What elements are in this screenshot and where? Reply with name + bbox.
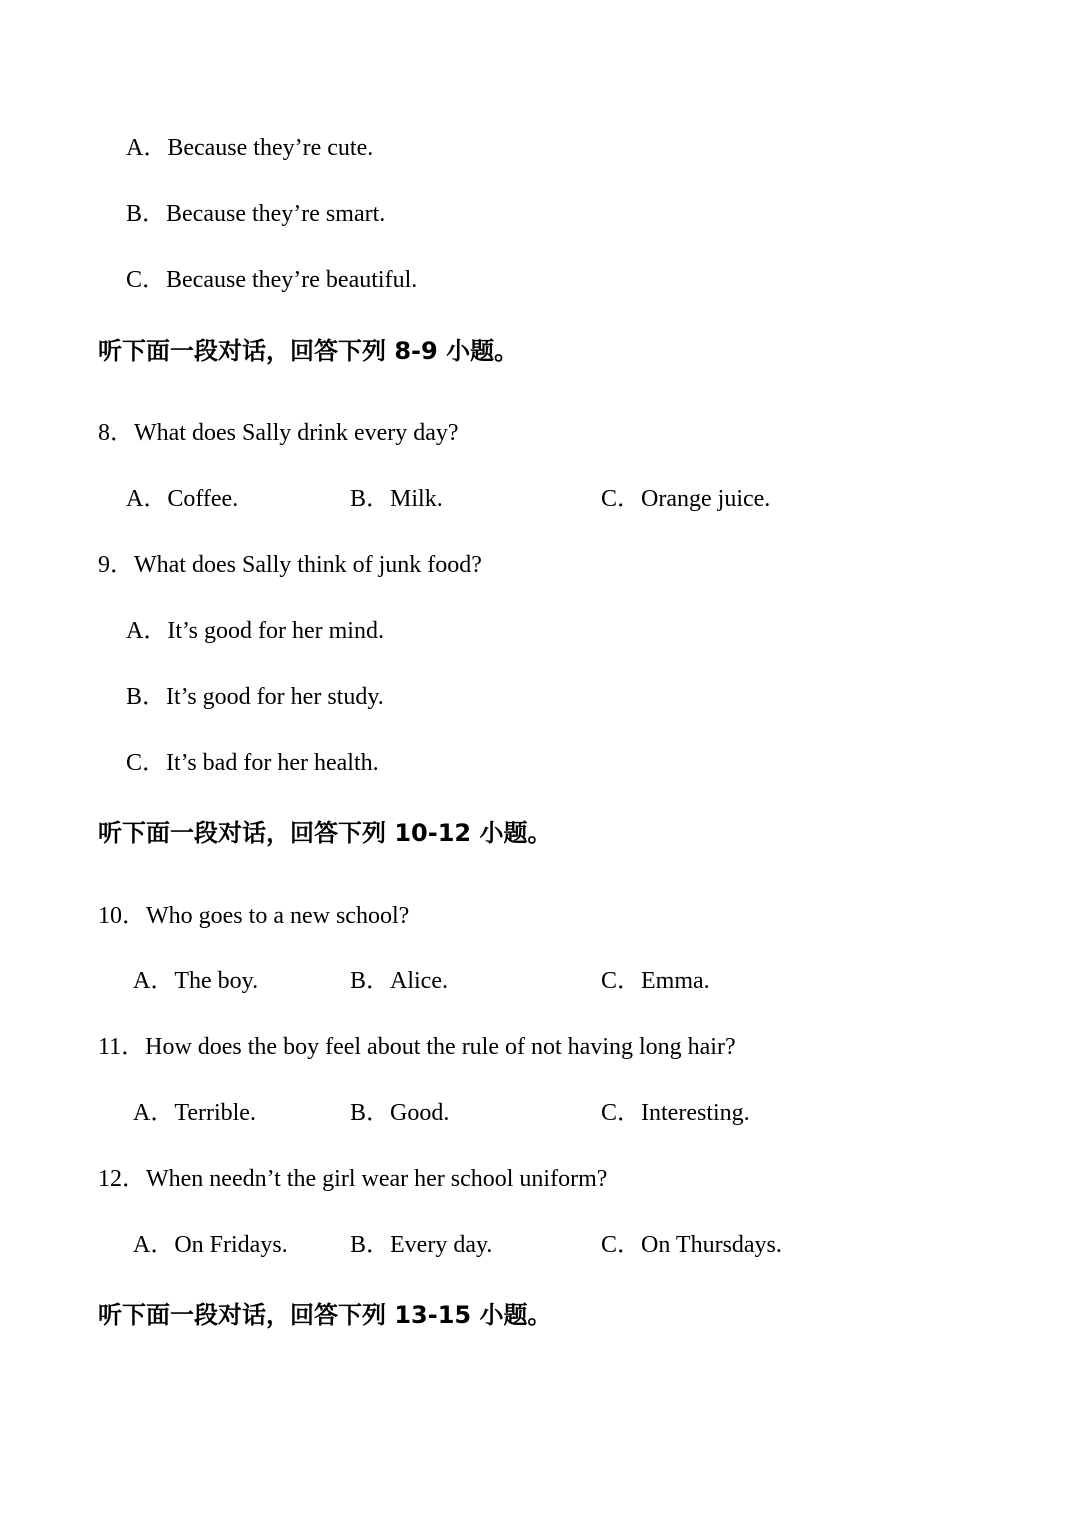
option-letter: B [350, 1232, 367, 1258]
option-letter: B [350, 968, 367, 994]
section-heading-13-15: 听下面一段对话，回答下列 13-15 小题。 [98, 1301, 552, 1329]
option-dot: ． [366, 1100, 391, 1126]
section-heading-10-12: 听下面一段对话，回答下列 10-12 小题。 [98, 819, 552, 847]
question-number: 12 [98, 1166, 122, 1192]
q11-option-b [350, 1098, 449, 1128]
q8-option-c [601, 484, 770, 514]
option-text: Emma. [641, 968, 710, 994]
option-text: Every day. [390, 1232, 493, 1258]
option-dot: ． [617, 1100, 642, 1126]
q12-option-a [133, 1230, 288, 1260]
option-dot: ． [366, 1232, 391, 1258]
q12-option-b [350, 1230, 492, 1260]
option-dot: ． [143, 135, 168, 161]
option-dot: ． [142, 267, 167, 293]
option-letter: C [601, 1100, 618, 1126]
option-dot: ． [143, 618, 168, 644]
question-dot: ． [110, 552, 134, 578]
question-9 [98, 550, 482, 580]
question-text: Who goes to a new school? [146, 903, 410, 929]
option-text: Coffee. [167, 486, 239, 512]
q11-option-c [601, 1098, 750, 1128]
option-letter: A [133, 1100, 151, 1126]
q9-option-a [126, 616, 384, 646]
question-text: What does Sally think of junk food? [134, 552, 482, 578]
question-text: What does Sally drink every day? [134, 420, 459, 446]
option-text: Because they’re beautiful. [166, 267, 418, 293]
option-letter: A [126, 135, 144, 161]
option-letter: C [601, 968, 618, 994]
question-dot: ． [122, 903, 146, 929]
q10-option-b [350, 966, 448, 996]
option-text: Orange juice. [641, 486, 771, 512]
question-number: 10 [98, 903, 122, 929]
option-dot: ． [150, 1100, 175, 1126]
option-text: Because they’re smart. [166, 201, 386, 227]
option-letter: B [126, 684, 143, 710]
option-dot: ． [617, 968, 642, 994]
q12-option-c [601, 1230, 782, 1260]
question-8 [98, 418, 459, 448]
option-dot: ． [366, 486, 391, 512]
option-text: It’s good for her study. [166, 684, 384, 710]
question-dot: ． [122, 1166, 146, 1192]
question-11 [98, 1032, 736, 1062]
option-letter: A [126, 486, 144, 512]
question-number: 9 [98, 552, 110, 578]
q8-option-b [350, 484, 443, 514]
q7-option-c [126, 265, 417, 295]
option-dot: ． [142, 684, 167, 710]
option-text: It’s good for her mind. [167, 618, 384, 644]
option-text: On Thursdays. [641, 1232, 782, 1258]
option-dot: ． [617, 486, 642, 512]
q7-option-b [126, 199, 385, 229]
option-text: Alice. [390, 968, 448, 994]
option-dot: ． [150, 1232, 175, 1258]
option-letter: A [133, 968, 151, 994]
question-text: When needn’t the girl wear her school uniform? [146, 1166, 608, 1192]
option-text: Interesting. [641, 1100, 750, 1126]
option-letter: C [126, 750, 143, 776]
option-dot: ． [366, 968, 391, 994]
q8-option-a [126, 484, 238, 514]
option-dot: ． [143, 486, 168, 512]
q9-option-b [126, 682, 384, 712]
option-text: Because they’re cute. [167, 135, 374, 161]
option-text: Terrible. [174, 1100, 256, 1126]
question-number: 8 [98, 420, 110, 446]
option-text: On Fridays. [174, 1232, 288, 1258]
section-heading-8-9: 听下面一段对话，回答下列 8-9 小题。 [98, 337, 519, 365]
option-letter: B [350, 486, 367, 512]
question-dot: ． [121, 1034, 146, 1060]
q7-option-a [126, 133, 373, 163]
option-letter: B [350, 1100, 367, 1126]
option-letter: A [126, 618, 144, 644]
option-text: Good. [390, 1100, 450, 1126]
option-dot: ． [142, 201, 167, 227]
question-dot: ． [110, 420, 134, 446]
option-text: It’s bad for her health. [166, 750, 379, 776]
option-text: The boy. [174, 968, 259, 994]
option-letter: C [601, 1232, 618, 1258]
option-dot: ． [142, 750, 167, 776]
option-dot: ． [617, 1232, 642, 1258]
option-dot: ． [150, 968, 175, 994]
option-text: Milk. [390, 486, 443, 512]
option-letter: A [133, 1232, 151, 1258]
question-number: 11 [98, 1034, 122, 1060]
question-12 [98, 1164, 607, 1194]
question-10 [98, 901, 409, 931]
question-text: How does the boy feel about the rule of not having long hair? [145, 1034, 736, 1060]
option-letter: B [126, 201, 143, 227]
q11-option-a [133, 1098, 256, 1128]
q10-option-c [601, 966, 710, 996]
q9-option-c [126, 748, 379, 778]
q10-option-a [133, 966, 258, 996]
option-letter: C [601, 486, 618, 512]
option-letter: C [126, 267, 143, 293]
